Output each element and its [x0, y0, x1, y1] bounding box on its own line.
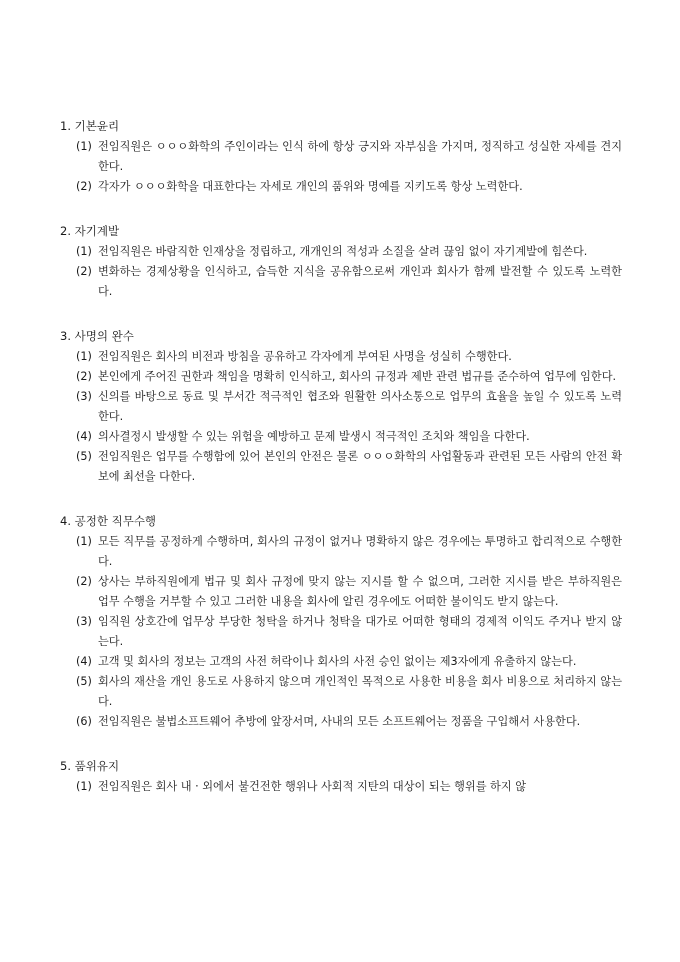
item-number: (1): [76, 140, 92, 153]
item-text: 전임직원은 불법소프트웨어 추방에 앞장서며, 사내의 모든 소프트웨어는 정품을 구입해서 사용한다.: [98, 715, 581, 728]
section-title: 4. 공정한 직무수행: [60, 514, 157, 528]
list-item: [60, 137, 622, 177]
item-text: 전임직원은 ㅇㅇㅇ화학의 주인이라는 인식 하에 항상 긍지와 자부심을 가지며, 정직하고 성실한 자세를 견지한다.: [98, 140, 622, 173]
item-text: 변화하는 경제상황을 인식하고, 습득한 지식을 공유함으로써 개인과 회사가 함께 발전할 수 있도록 노력한다.: [98, 265, 622, 298]
list-item: [60, 777, 622, 797]
list-item: [60, 672, 622, 712]
list-item: [60, 427, 622, 447]
section-title: 2. 자기계발: [60, 224, 120, 238]
item-number: (1): [76, 245, 92, 258]
item-number: (5): [76, 450, 92, 463]
section-dignity: [60, 756, 622, 797]
document-body: [60, 116, 622, 821]
item-number: (5): [76, 675, 92, 688]
item-text: 전임직원은 회사 내 · 외에서 불건전한 행위나 사회적 지탄의 대상이 되는 행위를 하지 않: [98, 780, 527, 793]
item-number: (1): [76, 350, 92, 363]
section-title: 1. 기본윤리: [60, 119, 120, 133]
item-number: (3): [76, 390, 92, 403]
item-text: 전임직원은 바람직한 인재상을 정립하고, 개개인의 적성과 소질을 살려 끊임 없이 자기계발에 힘쓴다.: [98, 245, 588, 258]
item-text: 모든 직무를 공정하게 수행하며, 회사의 규정이 없거나 명확하지 않은 경우에는 투명하고 합리적으로 수행한다.: [98, 535, 622, 568]
item-number: (2): [76, 265, 92, 278]
list-item: [60, 612, 622, 652]
list-item: [60, 177, 622, 197]
section-self-development: [60, 221, 622, 302]
item-number: (2): [76, 180, 92, 193]
section-title: 5. 품위유지: [60, 759, 120, 773]
list-item: [60, 447, 622, 487]
item-text: 임직원 상호간에 업무상 부당한 청탁을 하거나 청탁을 대가로 어떠한 형태의 경제적 이익도 주거나 받지 않는다.: [98, 615, 622, 648]
section-title: 3. 사명의 완수: [60, 329, 134, 343]
item-number: (4): [76, 655, 92, 668]
item-number: (6): [76, 715, 92, 728]
item-number: (4): [76, 430, 92, 443]
item-text: 전임직원은 업무를 수행함에 있어 본인의 안전은 물론 ㅇㅇㅇ화학의 사업활동과 관련된 모든 사람의 안전 확보에 최선을 다한다.: [98, 450, 622, 483]
list-item: [60, 347, 622, 367]
item-text: 고객 및 회사의 정보는 고객의 사전 허락이나 회사의 사전 승인 없이는 제3자에게 유출하지 않는다.: [98, 655, 577, 668]
item-number: (2): [76, 370, 92, 383]
list-item: [60, 387, 622, 427]
section-mission: [60, 326, 622, 487]
list-item: [60, 262, 622, 302]
item-number: (1): [76, 780, 92, 793]
item-number: (2): [76, 575, 92, 588]
list-item: [60, 532, 622, 572]
section-basic-ethics: [60, 116, 622, 197]
item-number: (3): [76, 615, 92, 628]
item-text: 전임직원은 회사의 비전과 방침을 공유하고 각자에게 부여된 사명을 성실히 수행한다.: [98, 350, 512, 363]
list-item: [60, 652, 622, 672]
item-text: 신의를 바탕으로 동료 및 부서간 적극적인 협조와 원활한 의사소통으로 업무의 효율을 높일 수 있도록 노력한다.: [98, 390, 622, 423]
item-text: 상사는 부하직원에게 법규 및 회사 규정에 맞지 않는 지시를 할 수 없으며, 그러한 지시를 받은 부하직원은 업무 수행을 거부할 수 있고 그러한 내용을 회사에 알린 경우에도 어떠한 불이익도 받지 않는다.: [98, 575, 622, 608]
list-item: [60, 572, 622, 612]
list-item: [60, 712, 622, 732]
section-fair-duty: [60, 511, 622, 732]
item-text: 의사결정시 발생할 수 있는 위험을 예방하고 문제 발생시 적극적인 조치와 책임을 다한다.: [98, 430, 530, 443]
list-item: [60, 367, 622, 387]
item-text: 본인에게 주어진 권한과 책임을 명확히 인식하고, 회사의 규정과 제반 관련 법규를 준수하여 업무에 임한다.: [98, 370, 617, 383]
list-item: [60, 242, 622, 262]
item-text: 회사의 재산을 개인 용도로 사용하지 않으며 개인적인 목적으로 사용한 비용을 회사 비용으로 처리하지 않는다.: [98, 675, 622, 708]
item-text: 각자가 ㅇㅇㅇ화학을 대표한다는 자세로 개인의 품위와 명예를 지키도록 항상 노력한다.: [98, 180, 523, 193]
item-number: (1): [76, 535, 92, 548]
